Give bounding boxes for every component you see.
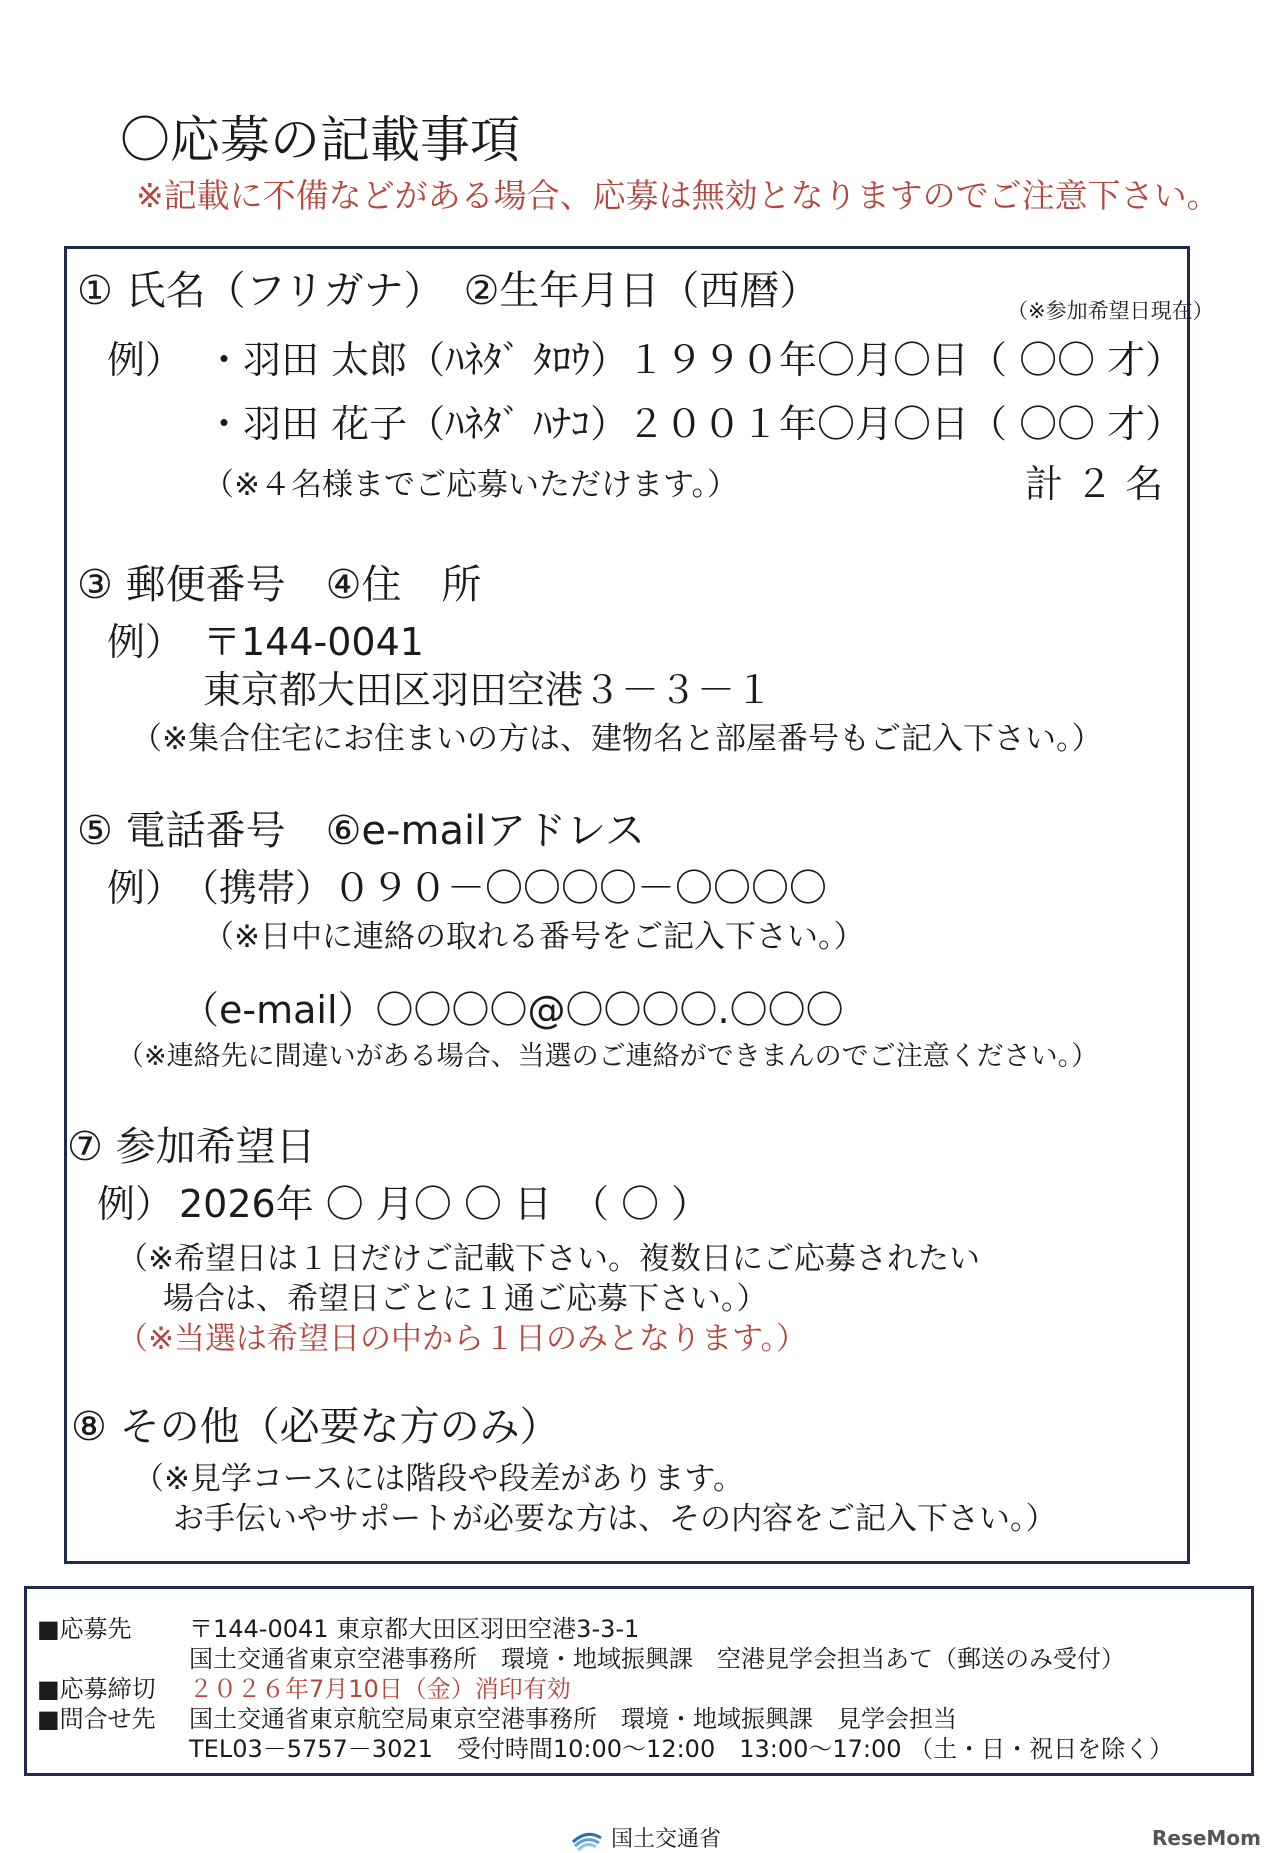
participation-date-note: （※参加希望日現在） xyxy=(1007,299,1214,323)
other-heading: ⑧ その他（必要な方のみ） xyxy=(71,1404,560,1450)
one-date-note-continued: 場合は、希望日ごとに１通ご応募下さい。） xyxy=(163,1281,768,1317)
max-four-note: （※４名様までご応募いただけます。） xyxy=(203,467,738,503)
postal-address-heading: ③ 郵便番号 ④住 所 xyxy=(77,562,482,608)
phone-note: （※日中に連絡の取れる番号をご記入下さい。） xyxy=(203,919,865,955)
example-birthdate-2: ２００１年〇月〇日（ 〇〇 才） xyxy=(627,402,1184,446)
contact-office: 国土交通省東京航空局東京空港事務所 環境・地域振興課 見学会担当 xyxy=(189,1705,957,1733)
ministry-logo xyxy=(570,1822,721,1853)
ministry-emblem-icon xyxy=(570,1827,604,1853)
submission-info-box xyxy=(24,1586,1254,1776)
example-label: 例） xyxy=(107,338,184,382)
example-birthdate-1: １９９０年〇月〇日（ 〇〇 才） xyxy=(627,338,1184,382)
resemom-watermark: ReseMom xyxy=(1152,1826,1261,1850)
deadline-label: ■応募締切 xyxy=(37,1675,156,1703)
example-address: 東京都大田区羽田空港３－３－１ xyxy=(203,668,774,712)
example-label: 例） xyxy=(107,866,184,910)
example-name-1: ・羽田 太郎（ﾊﾈﾀﾞ ﾀﾛｳ） xyxy=(205,338,629,382)
example-label: 例） xyxy=(107,620,184,664)
apply-address: 〒144-0041 東京都大田区羽田空港3-3-1 xyxy=(189,1615,640,1643)
name-birthdate-heading: ① 氏名（フリガナ） ②生年月日（西暦） xyxy=(77,268,820,314)
apartment-note: （※集合住宅にお住まいの方は、建物名と部屋番号もご記入下さい。） xyxy=(131,721,1103,757)
winner-one-day-note: （※当選は希望日の中から１日のみとなります。） xyxy=(117,1321,807,1357)
example-postal-code: 〒144-0041 xyxy=(203,620,424,664)
apply-office: 国土交通省東京空港事務所 環境・地域振興課 空港見学会担当あて（郵送のみ受付） xyxy=(189,1645,1125,1673)
one-date-note: （※希望日は１日だけご記載下さい。複数日にご応募されたい xyxy=(117,1241,980,1277)
apply-label: ■応募先 xyxy=(37,1615,132,1643)
support-note: お手伝いやサポートが必要な方は、その内容をご記入下さい。） xyxy=(173,1501,1057,1537)
example-label: 例） xyxy=(97,1182,174,1226)
example-preferred-date: 2026年 〇 月〇 〇 日 （ 〇 ） xyxy=(179,1182,710,1226)
phone-email-heading: ⑤ 電話番号 ⑥e-mailアドレス xyxy=(77,808,645,854)
total-count: 計 ２ 名 xyxy=(1025,462,1164,506)
page-title: 〇応募の記載事項 xyxy=(120,111,520,169)
email-note: （※連絡先に間違いがある場合、当選のご連絡ができまんのでご注意ください。） xyxy=(117,1041,1099,1072)
example-email: （e-mail）〇〇〇〇@〇〇〇〇.〇〇〇 xyxy=(181,988,844,1032)
stairs-note: （※見学コースには階段や段差があります。 xyxy=(133,1461,744,1497)
invalid-warning: ※記載に不備などがある場合、応募は無効となりますのでご注意下さい。 xyxy=(136,176,1220,215)
preferred-date-heading: ⑦ 参加希望日 xyxy=(67,1124,316,1170)
application-items-box xyxy=(64,246,1214,1564)
example-phone: （携帯）０９０－〇〇〇〇－〇〇〇〇 xyxy=(181,866,828,910)
ministry-name: 国土交通省 xyxy=(611,1827,722,1852)
contact-phone-hours: TEL03－5757－3021 受付時間10:00～12:00 13:00～17:00 （土・日・祝日を除く） xyxy=(189,1735,1174,1763)
contact-label: ■問合せ先 xyxy=(37,1705,156,1733)
example-name-2: ・羽田 花子（ﾊﾈﾀﾞ ﾊﾅｺ） xyxy=(205,402,629,446)
deadline-date: ２０２６年7月10日（金）消印有効 xyxy=(189,1675,571,1703)
